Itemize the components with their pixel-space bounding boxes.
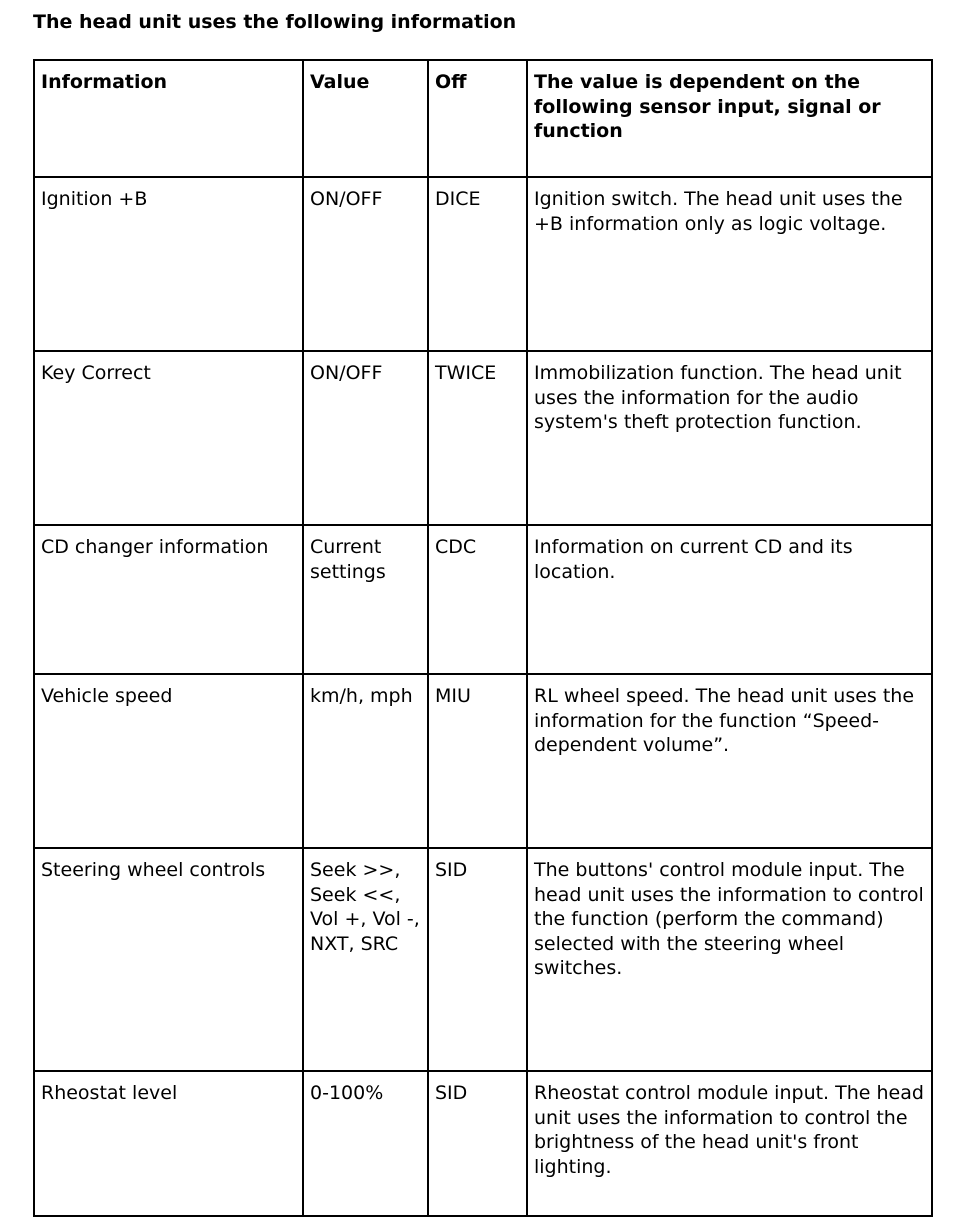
cell-information: Key Correct xyxy=(34,351,303,525)
cell-dependency: Ignition switch. The head unit uses the +B information only as logic voltage. xyxy=(527,177,932,351)
page-title: The head unit uses the following information xyxy=(33,11,517,33)
cell-information: Vehicle speed xyxy=(34,674,303,848)
cell-value: ON/OFF xyxy=(303,351,428,525)
cell-off: SID xyxy=(428,1071,527,1216)
table-row xyxy=(34,525,932,674)
cell-information: Steering wheel controls xyxy=(34,848,303,1071)
cell-off: MIU xyxy=(428,674,527,848)
cell-information: CD changer information xyxy=(34,525,303,674)
cell-value: 0-100% xyxy=(303,1071,428,1216)
cell-dependency: Information on current CD and its location. xyxy=(527,525,932,674)
cell-off: SID xyxy=(428,848,527,1071)
cell-off: DICE xyxy=(428,177,527,351)
cell-information: Rheostat level xyxy=(34,1071,303,1216)
information-table xyxy=(33,59,933,1217)
header-off: Off xyxy=(428,60,527,177)
cell-value: km/h, mph xyxy=(303,674,428,848)
cell-dependency: Immobilization function. The head unit uses the information for the audio system's theft protection function. xyxy=(527,351,932,525)
table-row xyxy=(34,351,932,525)
cell-dependency: RL wheel speed. The head unit uses the information for the function “Speed-dependent volume”. xyxy=(527,674,932,848)
table-row xyxy=(34,848,932,1071)
table-row xyxy=(34,1071,932,1216)
header-information: Information xyxy=(34,60,303,177)
table-row xyxy=(34,177,932,351)
cell-value: Seek >>, Seek <<, Vol +, Vol -, NXT, SRC xyxy=(303,848,428,1071)
cell-off: CDC xyxy=(428,525,527,674)
cell-off: TWICE xyxy=(428,351,527,525)
cell-dependency: The buttons' control module input. The head unit uses the information to control the function (perform the command) selected with the steering wheel switches. xyxy=(527,848,932,1071)
cell-value: ON/OFF xyxy=(303,177,428,351)
header-dependency: The value is dependent on the following sensor input, signal or function xyxy=(527,60,932,177)
cell-dependency: Rheostat control module input. The head unit uses the information to control the brightness of the head unit's front lighting. xyxy=(527,1071,932,1216)
cell-information: Ignition +B xyxy=(34,177,303,351)
header-value: Value xyxy=(303,60,428,177)
table-header-row xyxy=(34,60,932,177)
table-row xyxy=(34,674,932,848)
cell-value: Current settings xyxy=(303,525,428,674)
